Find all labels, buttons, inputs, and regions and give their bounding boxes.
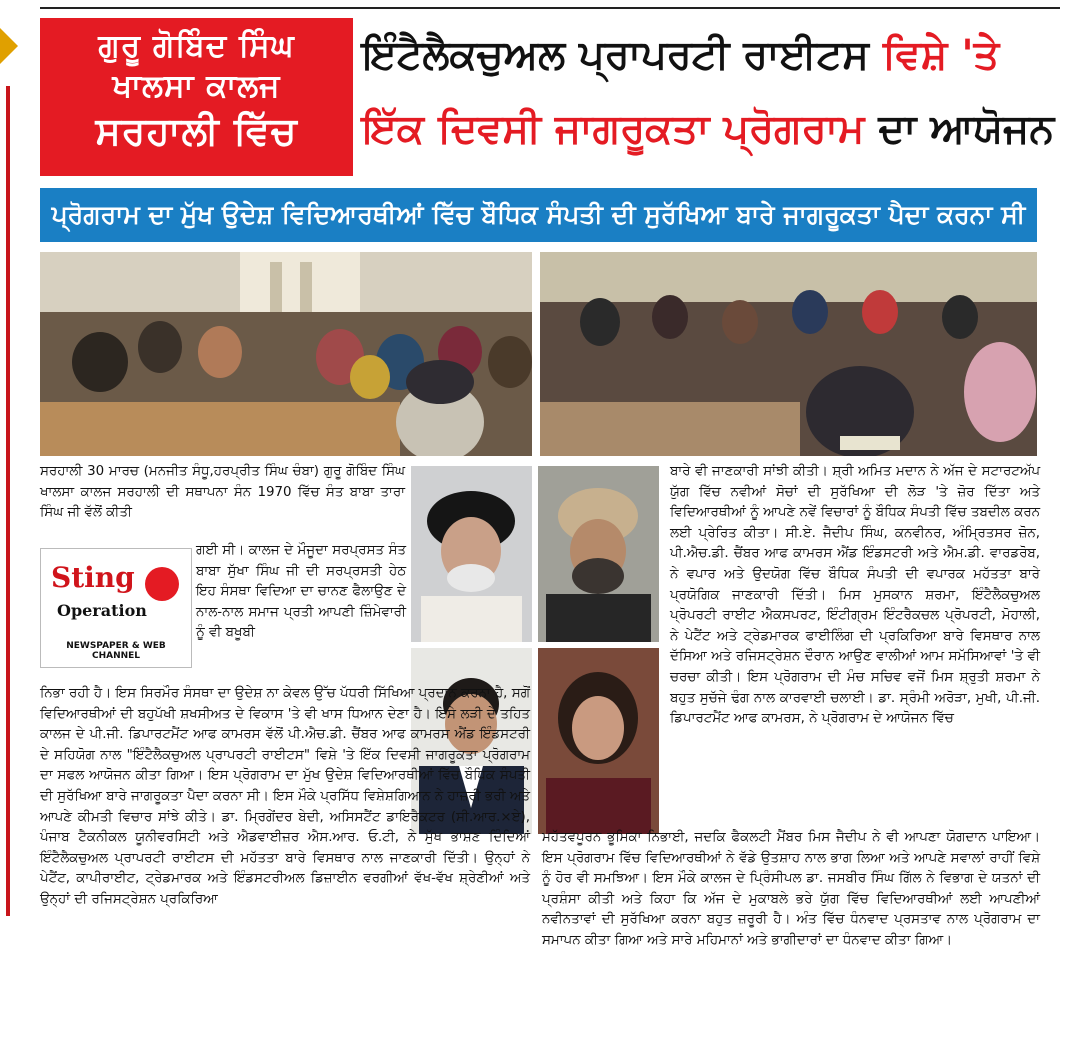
college-line-2: ਖਾਲਸਾ ਕਾਲਜ <box>112 68 281 104</box>
top-rule <box>0 0 1080 12</box>
article-col2-top <box>670 462 1040 730</box>
headline-line-2-black: ਦਾ ਆਯੋਜਨ <box>878 106 1055 152</box>
headline-line-2-red: ਇੱਕ ਦਿਵਸੀ ਜਾਗਰੂਕਤਾ ਪ੍ਰੋਗਰਾਮ <box>362 106 865 152</box>
article-col1-top <box>40 462 405 524</box>
article-body-paragraph-2: ਬਾਰੇ ਵੀ ਜਾਣਕਾਰੀ ਸਾਂਝੀ ਕੀਤੀ। ਸ਼੍ਰੀ ਅਮਿਤ ਮਦਾਨ ਨੇ ਅੱਜ ਦੇ ਸਟਾਰਟਅੱਪ ਯੁੱਗ ਵਿੱਚ ਨਵੀਆਂ ਸੋਚਾਂ ਦੀ ਸੁਰੱਖਿਆ ਦੀ ਲੋੜ 'ਤੇ ਜ਼ੋਰ ਦਿੱਤਾ ਅਤੇ ਵਿਦਿਆਰਥੀਆਂ ਨੂੰ ਆਪਣੇ ਨਵੇਂ ਵਿਚਾਰਾਂ ਨੂੰ ਬੌਧਿਕ ਸੰਪਤੀ ਵਿੱਚ ਤਬਦੀਲ ਕਰਨ ਲਈ ਪ੍ਰੇਰਿਤ ਕੀਤਾ। ਸੀ.ਏ. ਜੈਦੀਪ ਸਿੰਘ, ਕਨਵੀਨਰ, ਅੰਮ੍ਰਿਤਸਰ ਜ਼ੋਨ, ਪੀ.ਐਚ.ਡੀ. ਚੈਂਬਰ ਆਫ ਕਾਮਰਸ ਐਂਡ ਇੰਡਸਟਰੀ ਅਤੇ ਐਮ.ਡੀ. ਵਾਰਡਰੋਬ, ਨੇ ਵਪਾਰ ਅਤੇ ਉਦਯੋਗ ਵਿੱਚ ਬੌਧਿਕ ਸੰਪਤੀ ਦੀ ਵਪਾਰਕ ਮਹੱਤਤਾ ਬਾਰੇ ਪ੍ਰਯੋਗਿਕ ਜਾਣਕਾਰੀ ਦਿੱਤੀ। ਮਿਸ ਮੁਸਕਾਨ ਸ਼ਰਮਾ, ਇੰਟੈਲੈਕਚੁਅਲ ਪ੍ਰੋਪਰਟੀ ਰਾਈਟ ਐਕਸਪਰਟ, ਇੰਟੀਗ੍ਰਮ ਇੰਟਰੈਕਚਲ ਪ੍ਰੋਪਰਟੀ, ਮੋਹਾਲੀ, ਨੇ ਪੇਟੈਂਟ ਅਤੇ ਟ੍ਰੇਡਮਾਰਕ ਫਾਈਲਿੰਗ ਦੀ ਪ੍ਰਕਿਰਿਆ ਬਾਰੇ ਵਿਸਥਾਰ ਨਾਲ ਦੱਸਿਆ ਅਤੇ ਰਜਿਸਟ੍ਰੇਸ਼ਨ ਦੌਰਾਨ ਆਉਣ ਵਾਲੀਆਂ ਆਮ ਸਮੱਸਿਆਵਾਂ 'ਤੇ ਵੀ ਚਰਚਾ ਕੀਤੀ। ਇਸ ਪ੍ਰੋਗਰਾਮ ਦੀ ਮੰਚ ਸਚਿਵ ਵਜੋਂ ਮਿਸ ਸ਼੍ਰੁਤੀ ਸ਼ਰਮਾ ਨੇ ਬਹੁਤ ਸੁਚੱਜੇ ਢੰਗ ਨਾਲ ਕਾਰਵਾਈ ਚਲਾਈ। ਡਾ. ਸ੍ਰੰਮੀ ਅਰੋੜਾ, ਮੁਖੀ, ਪੀ.ਜੀ. ਡਿਪਾਰਟਮੈਂਟ ਆਫ ਕਾਮਰਸ, ਨੇ ਪ੍ਰੋਗਰਾਮ ਦੇ ਆਯੋਜਨ ਵਿੱਚ <box>670 464 1040 727</box>
headline-line-1 <box>362 18 1042 92</box>
article-dateline-paragraph: ਸਰਹਾਲੀ 30 ਮਾਰਚ (ਮਨਜੀਤ ਸੰਧੂ,ਹਰਪ੍ਰੀਤ ਸਿੰਘ ਚੰਬਾ) ਗੁਰੂ ਗੋਬਿੰਦ ਸਿੰਘ ਖਾਲਸਾ ਕਾਲਜ ਸਰਹਾਲੀ ਦੀ ਸਥਾਪਨਾ ਸੰਨ 1970 ਵਿੱਚ ਸੰਤ ਬਾਬਾ ਤਾਰਾ ਸਿੰਘ ਜੀ ਵੱਲੋਂ ਕੀਤੀ <box>40 464 405 521</box>
seminar-photo-left <box>40 252 532 456</box>
college-line-3: ਸਰਹਾਲੀ ਵਿੱਚ <box>95 109 298 153</box>
article-body-paragraph-1: ਨਿਭਾ ਰਹੀ ਹੈ। ਇਸ ਸਿਰਮੌਰ ਸੰਸਥਾ ਦਾ ਉਦੇਸ਼ ਨਾ ਕੇਵਲ ਉੱਚ ਪੱਧਰੀ ਸਿੱਖਿਆ ਪ੍ਰਦਾਨ ਕਰਨਾ ਹੈ, ਸਗੋਂ ਵਿਦਿਆਰਥੀਆਂ ਦੀ ਬਹੁਪੱਖੀ ਸ਼ਖਸੀਅਤ ਦੇ ਵਿਕਾਸ 'ਤੇ ਵੀ ਖਾਸ ਧਿਆਨ ਦੇਣਾ ਹੈ। ਇਸੇ ਲੜੀ ਦੇ ਤਹਿਤ ਕਾਲਜ ਦੇ ਪੀ.ਜੀ. ਡਿਪਾਰਟਮੈਂਟ ਆਫ ਕਾਮਰਸ ਵੱਲੋਂ ਪੀ.ਐਚ.ਡੀ. ਚੈਂਬਰ ਆਫ ਕਾਮਰਸ ਐਂਡ ਇੰਡਸਟਰੀ ਦੇ ਸਹਿਯੋਗ ਨਾਲ "ਇੰਟੈਲੈਕਚੁਅਲ ਪ੍ਰਾਪਰਟੀ ਰਾਈਟਸ" ਵਿਸ਼ੇ 'ਤੇ ਇੱਕ ਦਿਵਸੀ ਜਾਗਰੂਕਤਾ ਪ੍ਰੋਗਰਾਮ ਦਾ ਸਫਲ ਆਯੋਜਨ ਕੀਤਾ ਗਿਆ। ਇਸ ਪ੍ਰੋਗਰਾਮ ਦਾ ਮੁੱਖ ਉਦੇਸ਼ ਵਿਦਿਆਰਥੀਆਂ ਵਿੱਚ ਬੌਧਿਕ ਸੰਪਤੀ ਦੀ ਸੁਰੱਖਿਆ ਬਾਰੇ ਜਾਗਰੂਕਤਾ ਪੈਦਾ ਕਰਨਾ ਸੀ। ਇਸ ਮੌਕੇ ਪ੍ਰਸਿੱਧ ਵਿਸ਼ੇਸ਼ਗਿਆਨ ਨੇ ਹਾਜ਼ਰੀ ਭਰੀ ਅਤੇ ਆਪਣੇ ਕੀਮਤੀ ਵਿਚਾਰ ਸਾਂਝੇ ਕੀਤੇ। ਡਾ. ਮ੍ਰਿਗੇਂਦਰ ਬੇਦੀ, ਅਸਿਸਟੈਂਟ ਡਾਇਰੈਕਟਰ (ਸੀ.ਆਰ.×ਏ), ਪੰਜਾਬ ਟੈਕਨੀਕਲ ਯੂਨੀਵਰਸਿਟੀ ਅਤੇ ਐਡਵਾਈਜ਼ਰ ਐਸ.ਆਰ. ਓ.ਟੀ, ਨੇ ਮੁੱਖ ਭਾਸ਼ਣ ਦਿੰਦਿਆਂ ਇੰਟੈਲੈਕਚੁਅਲ ਪ੍ਰਾਪਰਟੀ ਰਾਈਟਸ ਦੀ ਮਹੱਤਤਾ ਬਾਰੇ ਵਿਸਥਾਰ ਨਾਲ ਜਾਣਕਾਰੀ ਦਿੱਤੀ। ਉਨ੍ਹਾਂ ਨੇ ਪੇਟੈਂਟ, ਕਾਪੀਰਾਈਟ, ਟ੍ਰੇਡਮਾਰਕ ਅਤੇ ਇੰਡਸਟਰੀਅਲ ਡਿਜ਼ਾਈਨ ਵਰਗੀਆਂ ਵੱਖ-ਵੱਖ ਸ਼੍ਰੇਣੀਆਂ ਅਤੇ ਉਨ੍ਹਾਂ ਦੀ ਰਜਿਸਟ੍ਰੇਸ਼ਨ ਪ੍ਰਕਿਰਿਆ <box>40 686 530 907</box>
portrait-turban-man <box>411 466 532 642</box>
headline-line-1-black: ਇੰਟੈਲੈਕਚੁਅਲ ਪ੍ਰਾਪਰਟੀ ਰਾਈਟਸ <box>362 32 869 78</box>
article-wrapped-paragraph: ਗਈ ਸੀ। ਕਾਲਜ ਦੇ ਮੌਜੂਦਾ ਸਰਪ੍ਰਸਤ ਸੰਤ ਬਾਬਾ ਸੁੱਖਾ ਸਿੰਘ ਜੀ ਦੀ ਸਰਪ੍ਰਸਤੀ ਹੇਠ ਇਹ ਸੰਸਥਾ ਵਿਦਿਆ ਦਾ ਚਾਨਣ ਫੈਲਾਉਣ ਦੇ ਨਾਲ-ਨਾਲ ਸਮਾਜ ਪ੍ਰਤੀ ਆਪਣੀ ਜ਼ਿੰਮੇਵਾਰੀ ਨੂੰ ਵੀ ਬਖੂਬੀ <box>196 543 406 641</box>
article-col1-bottom <box>40 684 530 911</box>
logo-brand: Sting <box>51 561 135 594</box>
audience-photo-right <box>540 252 1037 456</box>
portrait-beige-turban <box>538 466 659 642</box>
logo-sub: Operation <box>57 601 147 620</box>
headline-line-1-red: ਵਿਸ਼ੇ 'ਤੇ <box>882 32 1000 78</box>
portrait-woman-speaker <box>538 648 659 834</box>
logo-badge-icon <box>145 567 179 601</box>
left-decoration <box>0 16 22 916</box>
headline <box>362 18 1055 176</box>
college-name-box <box>40 18 353 176</box>
subheadline-banner: ਪ੍ਰੋਗਰਾਮ ਦਾ ਮੁੱਖ ਉਦੇਸ਼ ਵਿਦਿਆਰਥੀਆਂ ਵਿੱਚ ਬੌਧਿਕ ਸੰਪਤੀ ਦੀ ਸੁਰੱਖਿਆ ਬਾਰੇ ਜਾਗਰੂਕਤਾ ਪੈਦਾ ਕਰਨਾ ਸੀ <box>40 188 1037 242</box>
article-col2-bottom <box>542 828 1040 952</box>
sting-operation-logo <box>40 548 192 668</box>
article-body-paragraph-3: ਮਹੱਤਵਪੂਰਨ ਭੂਮਿਕਾ ਨਿਭਾਈ, ਜਦਕਿ ਫੈਕਲਟੀ ਮੈਂਬਰ ਮਿਸ ਜੈਦੀਪ ਨੇ ਵੀ ਆਪਣਾ ਯੋਗਦਾਨ ਪਾਇਆ। ਇਸ ਪ੍ਰੋਗਰਾਮ ਵਿੱਚ ਵਿਦਿਆਰਥੀਆਂ ਨੇ ਵੱਡੇ ਉਤਸ਼ਾਹ ਨਾਲ ਭਾਗ ਲਿਆ ਅਤੇ ਆਪਣੇ ਸਵਾਲਾਂ ਰਾਹੀਂ ਵਿਸ਼ੇ ਨੂੰ ਹੋਰ ਵੀ ਸਮਝਿਆ। ਇਸ ਮੌਕੇ ਕਾਲਜ ਦੇ ਪ੍ਰਿੰਸੀਪਲ ਡਾ. ਜਸਬੀਰ ਸਿੰਘ ਗਿੱਲ ਨੇ ਵਿਭਾਗ ਦੇ ਯਤਨਾਂ ਦੀ ਪ੍ਰਸ਼ੰਸਾ ਕੀਤੀ ਅਤੇ ਕਿਹਾ ਕਿ ਅੱਜ ਦੇ ਮੁਕਾਬਲੇ ਭਰੇ ਯੁੱਗ ਵਿੱਚ ਵਿਦਿਆਰਥੀਆਂ ਲਈ ਆਪਣੀਆਂ ਨਵੀਨਤਾਵਾਂ ਦੀ ਸੁਰੱਖਿਆ ਕਰਨਾ ਬਹੁਤ ਜ਼ਰੂਰੀ ਹੈ। ਅੰਤ ਵਿੱਚ ਧੰਨਵਾਦ ਪ੍ਰਸਤਾਵ ਨਾਲ ਪ੍ਰੋਗਰਾਮ ਦਾ ਸਮਾਪਨ ਕੀਤਾ ਗਿਆ ਅਤੇ ਸਾਰੇ ਮਹਿਮਾਨਾਂ ਅਤੇ ਭਾਗੀਦਾਰਾਂ ਦਾ ਧੰਨਵਾਦ ਕੀਤਾ ਗਿਆ। <box>542 830 1040 948</box>
college-line-1: ਗੁਰੂ ਗੋਬਿੰਦ ਸਿੰਘ <box>98 28 295 64</box>
article-col1-wrapped <box>196 541 406 644</box>
headline-line-2 <box>362 92 1055 166</box>
logo-tagline: NEWSPAPER & WEB CHANNEL <box>66 641 166 661</box>
